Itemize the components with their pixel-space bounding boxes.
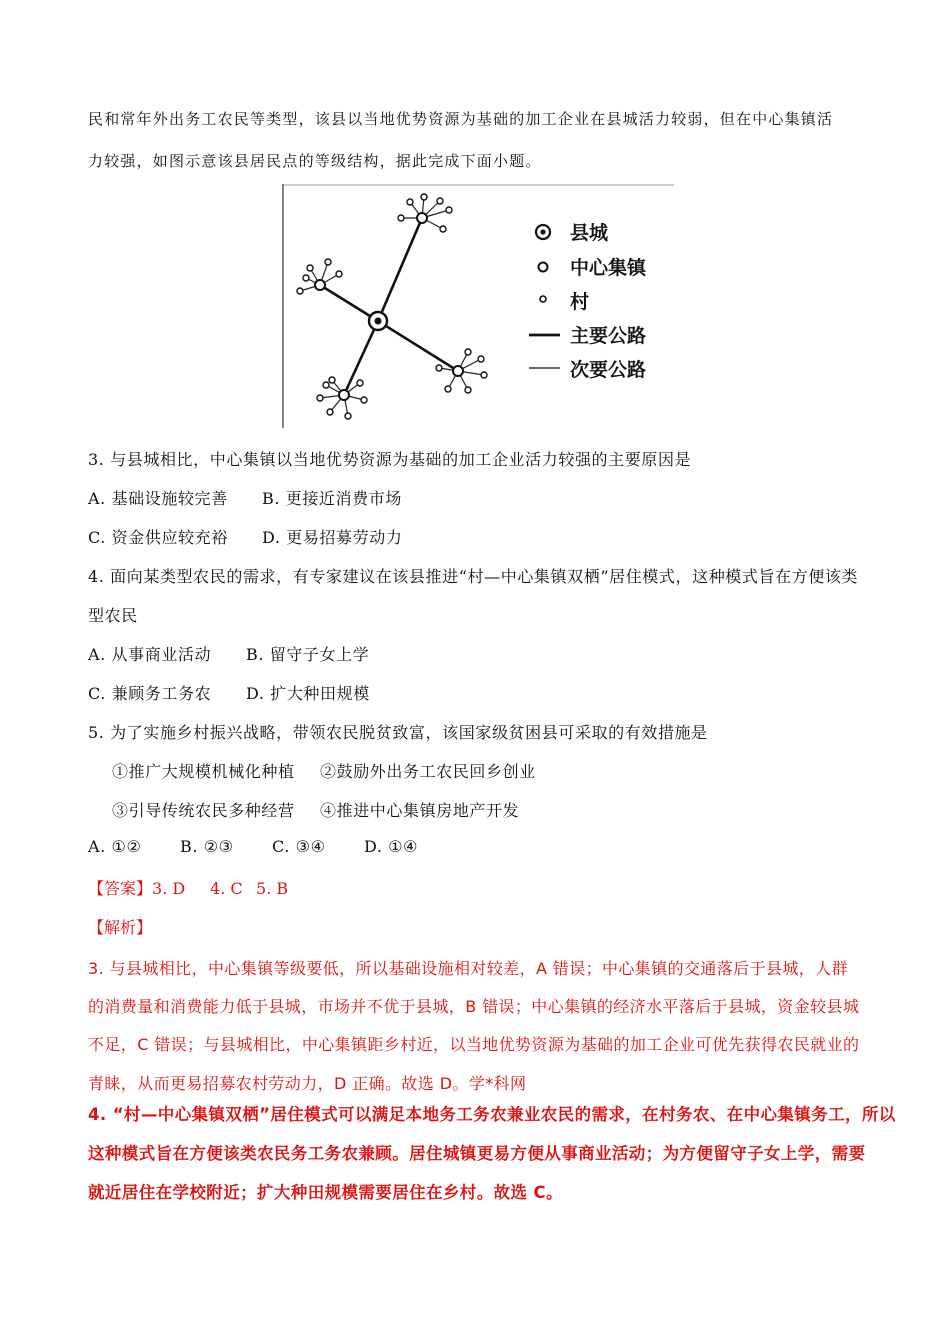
q5-option-b: B. ②③ (180, 837, 234, 856)
q4-options-row-2 (88, 681, 370, 704)
q5-stem: 5. 为了实施乡村振兴战略，带领农民脱贫致富，该国家级贫困县可采取的有效措施是 (88, 723, 708, 742)
q5-item-2: ②鼓励外出务工农民回乡创业 (320, 762, 536, 781)
villages (297, 194, 487, 419)
q4-option-b: B. 留守子女上学 (246, 645, 370, 664)
analysis-label: 【解析】 (88, 918, 153, 937)
legend-county-label: 县城 (570, 222, 609, 244)
q5-items-row-2 (112, 798, 519, 821)
legend-village-label: 村 (570, 291, 590, 313)
settlement-hierarchy-diagram (282, 184, 674, 428)
answer-3: 3. D (152, 879, 186, 898)
analysis-4-line-1: 4. “村—中心集镇双栖”居住模式可以满足本地务工务农兼业农民的需求，在村务农、在中心集镇务工，所以 (88, 1105, 896, 1124)
analysis-4-line-2: 这种模式旨在方便该类农民务工务农兼顾。居住城镇更易方便从事商业活动；为方便留守子女上学，需要 (88, 1144, 866, 1163)
answer-label: 【答案】 (88, 879, 153, 898)
q3-option-d: D. 更易招募劳动力 (262, 528, 403, 547)
legend (529, 222, 648, 381)
analysis-3-line-4: 青睐，从而更易招募农村劳动力，D 正确。故选 D。学*科网 (88, 1074, 527, 1093)
answer-4: 4. C (210, 879, 243, 898)
q5-options-row (88, 837, 418, 856)
q5-item-1: ①推广大规模机械化种植 (112, 762, 295, 781)
q5-option-d: D. ①④ (364, 837, 419, 856)
legend-village-icon (540, 296, 546, 302)
q4-option-c: C. 兼顾务工务农 (88, 684, 212, 703)
legend-county-icon (536, 225, 550, 239)
county-seat (369, 312, 387, 330)
q3-option-c: C. 资金供应较充裕 (88, 528, 228, 547)
q4-stem-line-1: 4. 面向某类型农民的需求，有专家建议在该县推进“村—中心集镇双栖”居住模式，这种模式旨在方便该类 (88, 567, 859, 586)
q3-option-b: B. 更接近消费市场 (262, 489, 402, 508)
intro-line-2: 力较强，如图示意该县居民点的等级结构，据此完成下面小题。 (88, 152, 542, 170)
q5-items-row-1 (112, 759, 536, 782)
q3-options-row-2 (88, 525, 402, 548)
q4-options-row-1 (88, 642, 369, 665)
q4-option-d: D. 扩大种田规模 (246, 684, 370, 703)
q5-item-4: ④推进中心集镇房地产开发 (320, 801, 520, 820)
intro-line-1: 民和常年外出务工农民等类型，该县以当地优势资源为基础的加工企业在县城活力较弱，但在中心集镇活 (88, 110, 834, 128)
legend-town-label: 中心集镇 (570, 257, 647, 279)
central-towns (315, 213, 463, 400)
q3-options-row-1 (88, 486, 402, 509)
legend-minor-road-label: 次要公路 (570, 359, 647, 381)
q4-option-a: A. 从事商业活动 (88, 645, 212, 664)
q5-option-c: C. ③④ (272, 837, 326, 856)
analysis-3-line-2: 的消费量和消费能力低于县城，市场并不优于县城，B 错误；中心集镇的经济水平落后于县城，资金较县城 (88, 997, 860, 1016)
q4-stem-line-2: 型农民 (88, 606, 138, 625)
analysis-3-line-3: 不足，C 错误；与县城相比，中心集镇距乡村近，以当地优势资源为基础的加工企业可优先获得农民就业的 (88, 1035, 860, 1054)
q3-option-a: A. 基础设施较完善 (88, 489, 228, 508)
q3-stem: 3. 与县城相比，中心集镇以当地优势资源为基础的加工企业活力较强的主要原因是 (88, 450, 692, 469)
answer-5: 5. B (256, 879, 289, 898)
analysis-3-line-1: 3. 与县城相比，中心集镇等级要低，所以基础设施相对较差，A 错误；中心集镇的交通落后于县城，人群 (88, 959, 848, 978)
legend-town-icon (539, 263, 548, 272)
answer-line (88, 876, 288, 899)
legend-major-road-label: 主要公路 (570, 325, 647, 347)
q5-option-a: A. ①② (88, 837, 142, 856)
q5-item-3: ③引导传统农民多种经营 (112, 801, 295, 820)
analysis-4-line-3: 就近居住在学校附近；扩大种田规模需要居住在乡村。故选 C。 (88, 1183, 563, 1202)
